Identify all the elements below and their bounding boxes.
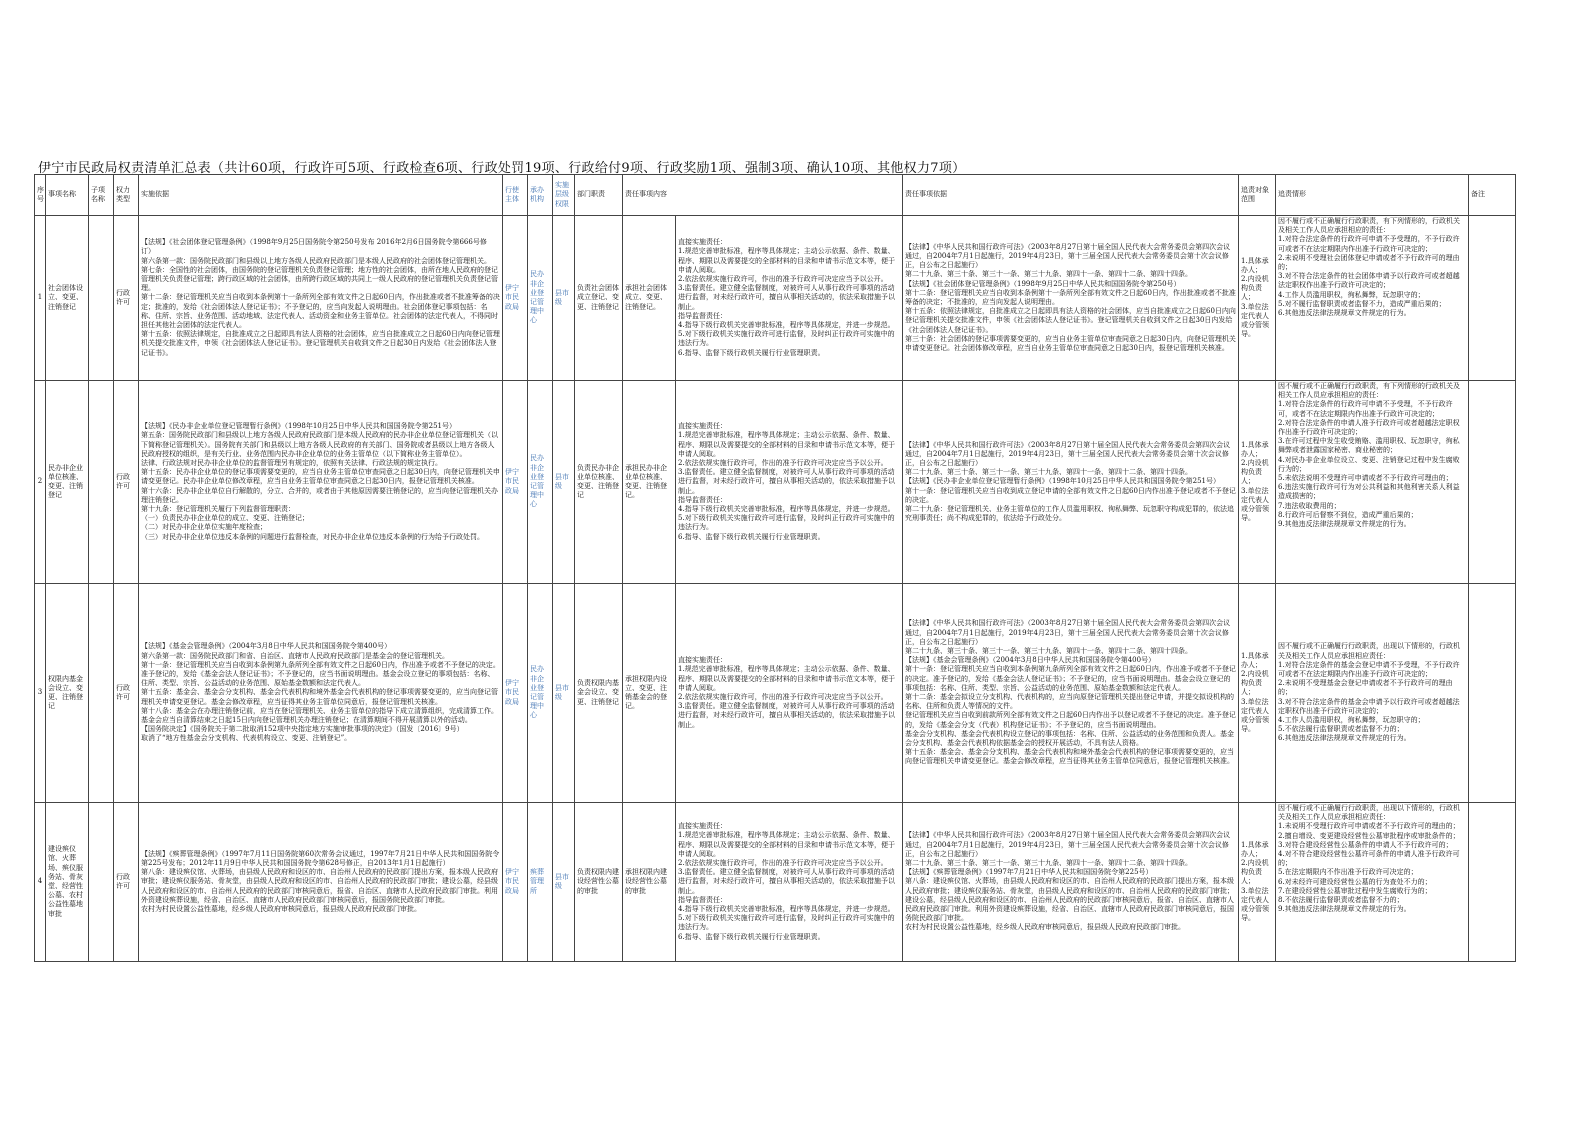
row-no: 3 [35, 584, 46, 803]
table-row [35, 803, 1516, 962]
row-sub [89, 381, 114, 584]
row-basis: 【法规】《基金会管理条例》（2004年3月8日中华人民共和国国务院令第400号） 第六条第一款：国务院民政部门和省、自治区、直辖市人民政府民政部门是基金会的登记管理机关。 第十一条：登记管理机关应当自收到本条例第九条所列全部有效文件之日起60日内，作出准予或者不予登记的决定。准予登记的，发给《基金会法人登记证书》；不予登记的，应当书面说明理由。基金会设立登记的事项包括：名称、住所、类型、宗旨、公益活动的业务范围、原始基金数额和法定代表人。 第十五条：基金会、基金会分支机构、基金会代表机构和境外基金会代表机构的登记事项需要变更的，应当向登记管理机关申请变更登记。基金会修改章程，应当征得其业务主管单位同意后，报登记管理机关核准。 第十八条：基金会在办理注销登记前，应当在登记管理机关、业务主管单位的指导下成立清算组织，完成清算工作。 基金会应当自清算结束之日起15日内向登记管理机关办理注销登记；在清算期间不得开展清算以外的活动。 【国务院决定】《国务院关于第二批取消152项中央指定地方实施审批事项的决定》（国发〔2016〕9号） 取消了“地方性基金会分支机构、代表机构设立、变更、注销登记”。 [139, 584, 503, 803]
row-content-short: 承担权限内建设经营性公墓的审批 [623, 803, 676, 962]
row-situation: 因不履行或不正确履行行政职责，出现以下情形的，行政机关及相关工作人员应承担相应责任： 1.对符合法定条件的基金会登记申请不予受理，不予行政许可或者不在法定期限内作出准予行政许可决定的； 2.未说明不受理基金会登记申请或者不予行政许可的理由的； 3.对不符合法定条件的基金会申请予以行政许可或者超越法定职权作出准予行政许可决定的； 4.工作人员滥用职权，徇私舞弊，玩忽职守的； 5.不依法履行监督职责或者监督不力的； 6.其他违反法律法规规章文件规定的行为。 [1276, 584, 1469, 803]
header-agency: 承办机构 [528, 175, 553, 216]
row-duty: 负责权限内建设经营性公墓的审批 [575, 803, 623, 962]
row-content: 直接实施责任： 1.规范完善审批标准，程序等具体规定；主动公示依据、条件、数量、程序、期限以及需要提交的全部材料的目录和申请书示范文本等，便于申请人阅取。 2.依法依规实施行政许可，作出的准予行政许可决定应当予以公开。 3.监督责任。建立健全监督制度，对被许可人从事行政许可事项的活动进行监督，对未经行政许可，擅自从事相关活动的，依法采取措施予以制止。 指导监督责任： 4.指导下级行政机关完善审批标准，程序等具体规定，并进一步规范。 5.对下级行政机关实施行政许可进行监督，及时纠正行政许可实施中的违法行为。 6.指导、监督下级行政机关履行行业管理职责。 [676, 803, 903, 962]
row-no: 1 [35, 216, 46, 381]
header-content: 责任事项内容 [623, 175, 903, 216]
table-header-row [35, 175, 1516, 216]
row-no: 4 [35, 803, 46, 962]
row-target: 1.具体承办人； 2.内设机构负责人； 3.单位法定代表人或分管领导。 [1239, 584, 1276, 803]
row-target: 1.具体承办人； 2.内设机构负责人； 3.单位法定代表人或分管领导。 [1239, 216, 1276, 381]
row-sub [89, 803, 114, 962]
row-resp-basis: 【法律】《中华人民共和国行政许可法》（2003年8月27日第十届全国人民代表大会常务委员会第四次会议通过，自2004年7月1日起施行，2019年4月23日，第十三届全国人民代表大会常务委员会第十次会议修正，自公布之日起施行） 第二十九条、第三十条、第三十一条、第三十九条、第四十一条、第四十二条、第四十四条。 【法规】《社会团体登记管理条例》（1998年9月25日中华人民共和国国务院令第250号） 第十二条：登记管理机关应当自收到本条例第十一条所列全部有效文件之日起60日内，作出批准或者不批准筹备的决定；不批准的，应当向发起人说明理由。 第十五条：依照法律规定，自批准成立之日起即具有法人资格的社会团体，应当自批准成立之日起60日内向登记管理机关提交批准文件，申领《社会团体法人登记证书》。登记管理机关自收到文件之日起30日内发给《社会团体法人登记证书》。 第三十条：社会团体的登记事项需要变更的，应当自业务主管单位审查同意之日起30日内，向登记管理机关申请变更登记。社会团体修改章程，应当自业务主管单位审查同意之日起30日内，报登记管理机关核准。 [903, 216, 1239, 381]
row-subject: 伊宁市民政局 [503, 803, 528, 962]
row-situation: 因不履行或不正确履行行政职责，有下列情形的，行政机关及相关工作人员应承担相应的责任： 1.对符合法定条件的行政许可申请不予受理的，不予行政许可或者不在法定期限内作出准予行政许可决定的； 2.未说明不受理社会团体登记申请或者不予行政许可的理由的； 3.对不符合法定条件的社会团体申请予以行政许可或者超越法定职权作出准予行政许可决定的； 4.工作人员滥用职权，徇私舞弊，玩忽职守的； 5.对不履行监督职责或者监督不力，造成严重后果的； 6.其他违反法律法规规章文件规定的行为。 [1276, 216, 1469, 381]
header-sub: 子项名称 [89, 175, 114, 216]
row-duty: 负责民办非企业单位核准、变更、注销登记 [575, 381, 623, 584]
row-target: 1.具体承办人； 2.内设机构负责人； 3.单位法定代表人或分管领导。 [1239, 803, 1276, 962]
row-name: 权限内基金会设立、变更、注销登记 [46, 584, 89, 803]
row-basis: 【法规】《民办非企业单位登记管理暂行条例》（1998年10月25日中华人民共和国国务院令第251号） 第五条：国务院民政部门和县级以上地方各级人民政府民政部门是本级人民政府的民办非企业单位登记管理机关（以下简称登记管理机关）。国务院有关部门和县级以上地方各级人民政府的有关部门、国务院或者县级以上地方各级人民政府授权的组织，是有关行业、业务范围内民办非企业单位的业务主管单位（以下简称业务主管单位）。 法律、行政法规对民办非企业单位的监督管理另有规定的，依照有关法律、行政法规的规定执行。 第十五条：民办非企业单位的登记事项需要变更的，应当自业务主管单位审查同意之日起30日内，向登记管理机关申请变更登记。民办非企业单位修改章程，应当自业务主管单位审查同意之日起30日内，报登记管理机关核准。 第十六条：民办非企业单位自行解散的，分立、合并的，或者由于其他原因需要注销登记的，应当向登记管理机关办理注销登记。 第十九条：登记管理机关履行下列监督管理职责： （一）负责民办非企业单位的成立、变更、注销登记； （二）对民办非企业单位实施年度检查； （三）对民办非企业单位违反本条例的问题进行监督检查，对民办非企业单位违反本条例的行为给予行政处罚。 [139, 381, 503, 584]
row-name: 民办非企业单位核准、变更、注销登记 [46, 381, 89, 584]
header-resp-basis: 责任事项依据 [903, 175, 1239, 216]
row-agency: 殡葬管理所 [528, 803, 553, 962]
row-duty: 负责权限内基金会设立、变更、注销登记 [575, 584, 623, 803]
row-situation: 因不履行或不正确履行行政职责，出现以下情形的，行政机关及相关工作人员应承担相应责任： 1.未说明不受理行政许可申请或者不予行政许可的理由的； 2.擅自增设、变更建设经营性公墓审批程序或审批条件的； 3.对符合建设经营性公墓条件的申请人不予行政许可的； 4.对不符合建设经营性公墓许可条件的申请人准予行政许可的； 5.在法定期限内不作出准予行政许可决定的； 6.对未经许可建设经营性公墓的行为查处不力的； 7.在建设经营性公墓审批过程中发生腐败行为的； 8.不依法履行监督职责或者监督不力的； 9.其他违反法律法规规章文件规定的行为。 [1276, 803, 1469, 962]
row-content-short: 承担权限内设立、变更、注销基金会的登记。 [623, 584, 676, 803]
row-sub [89, 216, 114, 381]
table-row [35, 584, 1516, 803]
header-subject: 行使主体 [503, 175, 528, 216]
header-situation: 追责情形 [1276, 175, 1469, 216]
header-duty: 部门职责 [575, 175, 623, 216]
row-level: 县市级 [553, 216, 575, 381]
row-type: 行政许可 [114, 216, 139, 381]
row-resp-basis: 【法律】《中华人民共和国行政许可法》（2003年8月27日第十届全国人民代表大会常务委员会第四次会议通过，自2004年7月1日起施行，2019年4月23日，第十三届全国人民代表大会常务委员会第十次会议修正，自公布之日起施行） 第二十九条、第三十条、第三十一条、第三十九条、第四十一条、第四十二条、第四十四条。 【法规】《殡葬管理条例》（1997年7月21日中华人民共和国国务院令第225号） 第八条：建设殡仪馆、火葬场，由县级人民政府和设区的市、自治州人民政府的民政部门提出方案，报本级人民政府审批；建设殡仪服务站、骨灰堂，由县级人民政府和设区的市、自治州人民政府的民政部门审批；建设公墓，经县级人民政府和设区的市、自治州人民政府的民政部门审核同意后，报省、自治区、直辖市人民政府民政部门审批。利用外资建设殡葬设施，经省、自治区、直辖市人民政府民政部门审核同意后，报国务院民政部门审批。 农村为村民设置公益性墓地，经乡级人民政府审核同意后，报县级人民政府民政部门审批。 [903, 803, 1239, 962]
row-content: 直接实施责任： 1.规范完善审批标准，程序等具体规定；主动公示依据、条件、数量、程序、期限以及需要提交的全部材料的目录和申请书示范文本等，便于申请人阅取。 2.依法依规实施行政许可，作出的准予行政许可决定应当予以公开。 3.监督责任。建立健全监督制度，对被许可人从事行政许可事项的活动进行监督，对未经行政许可，擅自从事相关活动的，依法采取措施予以制止。 指导监督责任： 4.指导下级行政机关完善审批标准，程序等具体规定，并进一步规范。 5.对下级行政机关实施行政许可进行监督，及时纠正行政许可实施中的违法行为。 6.指导、监督下级行政机关履行行业管理职责。 [676, 381, 903, 584]
row-duty: 负责社会团体成立登记、变更、注销登记 [575, 216, 623, 381]
row-level: 县市级 [553, 584, 575, 803]
row-subject: 伊宁市民政局 [503, 584, 528, 803]
page-title: 伊宁市民政局权责清单汇总表（共计60项，行政许可5项、行政检查6项、行政处罚19项、行政给付9项、行政奖励1项、强制3项、确认10项、其他权力7项） [38, 161, 966, 176]
row-level: 县市级 [553, 381, 575, 584]
row-agency: 民办非企业登记管理中心 [528, 584, 553, 803]
row-sub [89, 584, 114, 803]
row-name: 建设殡仪馆、火葬场、殡仪服务站、骨灰堂、经营性公墓、农村公益性墓地审批 [46, 803, 89, 962]
row-type: 行政许可 [114, 584, 139, 803]
row-type: 行政许可 [114, 803, 139, 962]
header-basis: 实施依据 [139, 175, 503, 216]
header-name: 事项名称 [46, 175, 89, 216]
header-type: 权力类型 [114, 175, 139, 216]
row-content-short: 承担社会团体成立、变更、注销登记。 [623, 216, 676, 381]
row-target: 1.具体承办人； 2.内设机构负责人； 3.单位法定代表人或分管领导。 [1239, 381, 1276, 584]
row-content-short: 承担民办非企业单位核准、变更、注销登记。 [623, 381, 676, 584]
row-remark [1469, 216, 1516, 381]
row-basis: 【法规】《社会团体登记管理条例》（1998年9月25日国务院令第250号发布 2016年2月6日国务院令第666号修订） 第六条第一款：国务院民政部门和县级以上地方各级人民政府民政部门是本级人民政府的社会团体登记管理机关。 第七条：全国性的社会团体，由国务院的登记管理机关负责登记管理；地方性的社会团体，由所在地人民政府的登记管理机关负责登记管理；跨行政区域的社会团体，由所跨行政区域的共同上一级人民政府的登记管理机关负责登记管理。 第十二条：登记管理机关应当自收到本条例第十一条所列全部有效文件之日起60日内，作出批准或者不批准筹备的决定；批准的，发给《社会团体法人登记证书》；不予登记的，应当向发起人说明理由。社会团体登记事项包括：名称、住所、宗旨、业务范围、活动地域、法定代表人、活动资金和业务主管单位。社会团体的法定代表人，不得同时担任其他社会团体的法定代表人。 第十五条：依照法律规定，自批准成立之日起即具有法人资格的社会团体，应当自批准成立之日起60日内向登记管理机关提交批准文件，申领《社会团体法人登记证书》。登记管理机关自收到文件之日起30日内发给《社会团体法人登记证书》。 [139, 216, 503, 381]
header-no: 序号 [35, 175, 46, 216]
row-subject: 伊宁市民政局 [503, 381, 528, 584]
row-remark [1469, 584, 1516, 803]
row-resp-basis: 【法律】《中华人民共和国行政许可法》（2003年8月27日第十届全国人民代表大会常务委员会第四次会议通过，自2004年7月1日起施行，2019年4月23日，第十三届全国人民代表大会常务委员会第十次会议修正，自公布之日起施行） 第二十九条、第三十条、第三十一条、第三十九条、第四十一条、第四十二条、第四十四条。 【法规】《民办非企业单位登记管理暂行条例》（1998年10月25日中华人民共和国国务院令第251号） 第十一条：登记管理机关应当自收到成立登记申请的全部有效文件之日起60日内作出准予登记或者不予登记的决定。 第二十九条：登记管理机关、业务主管单位的工作人员滥用职权、徇私舞弊、玩忽职守构成犯罪的，依法追究刑事责任；尚不构成犯罪的，依法给予行政处分。 [903, 381, 1239, 584]
row-agency: 民办非企业登记管理中心 [528, 216, 553, 381]
row-no: 2 [35, 381, 46, 584]
row-situation: 因不履行或不正确履行行政职责，有下列情形的行政机关及相关工作人员应承担相应的责任： 1.对符合法定条件的行政许可申请不予受理，不予行政许可，或者不在法定期限内作出准予行政许可决定的； 2.对符合法定条件的申请人准予行政许可或者超越法定职权作出准予行政许可决定的； 3.在许可过程中发生收受贿赂、滥用职权、玩忽职守，徇私舞弊或者泄露国家秘密、商业秘密的； 4.对民办非企业单位设立、变更、注销登记过程中发生腐败行为的； 5.未依法说明不受理许可申请或者不予行政许可理由的； 6.违法实施行政许可行为对公共利益和其他利害关系人利益造成损害的； 7.违法收取费用的； 8.行政许可后督察不到位，造成严重后果的； 9.其他违反法律法规规章文件规定的行为。 [1276, 381, 1469, 584]
row-resp-basis: 【法律】《中华人民共和国行政许可法》（2003年8月27日第十届全国人民代表大会常务委员会第四次会议通过，自2004年7月1日起施行，2019年4月23日，第十三届全国人民代表大会常务委员会第十次会议修正，自公布之日起施行） 第二十九条、第三十条、第三十一条、第三十九条、第四十一条、第四十二条、第四十四条。 【法规】《基金会管理条例》（2004年3月8日中华人民共和国国务院令第400号） 第十一条：登记管理机关应当自收到本条例第九条所列全部有效文件之日起60日内，作出准予或者不予登记的决定。准予登记的，发给《基金会法人登记证书》；不予登记的，应当书面说明理由。基金会设立登记的事项包括：名称、住所、类型、宗旨、公益活动的业务范围、原始基金数额和法定代表人。 第十二条：基金会拟设立分支机构、代表机构的，应当向原登记管理机关提出登记申请，并提交拟设机构的名称、住所和负责人等情况的文件。 登记管理机关应当自收到前款所列全部有效文件之日起60日内作出予以登记或者不予登记的决定。准予登记的，发给《基金会分支（代表）机构登记证书》；不予登记的，应当书面说明理由。 基金会分支机构、基金会代表机构设立登记的事项包括：名称、住所、公益活动的业务范围和负责人。基金会分支机构、基金会代表机构依据基金会的授权开展活动，不具有法人资格。 第十五条：基金会、基金会分支机构、基金会代表机构和境外基金会代表机构的登记事项需要变更的，应当向登记管理机关申请变更登记。基金会修改章程，应当征得其业务主管单位同意后，报登记管理机关核准。 [903, 584, 1239, 803]
row-name: 社会团体设立、变更、注销登记 [46, 216, 89, 381]
power-list-table [34, 174, 1516, 962]
row-remark [1469, 803, 1516, 962]
row-level: 县市级 [553, 803, 575, 962]
row-content: 直接实施责任： 1.规范完善审批标准，程序等具体规定；主动公示依据、条件、数量、程序、期限以及需要提交的全部材料的目录和申请书示范文本等，便于申请人阅取。 2.依法依规实施行政许可，作出的准予行政许可决定应当予以公开。 3.监督责任。建立健全监督制度，对被许可人从事行政许可事项的活动进行监督，对未经行政许可，擅自从事相关活动的，依法采取措施予以制止。 [676, 584, 903, 803]
table-row [35, 381, 1516, 584]
row-type: 行政许可 [114, 381, 139, 584]
header-level: 实施层级权限 [553, 175, 575, 216]
row-subject: 伊宁市民政局 [503, 216, 528, 381]
row-remark [1469, 381, 1516, 584]
header-target: 追责对象范围 [1239, 175, 1276, 216]
header-remark: 备注 [1469, 175, 1516, 216]
table-row [35, 216, 1516, 381]
row-agency: 民办非企业登记管理中心 [528, 381, 553, 584]
row-basis: 【法规】《殡葬管理条例》（1997年7月11日国务院第60次常务会议通过，1997年7月21日中华人民共和国国务院令第225号发布；2012年11月9日中华人民共和国国务院令第628号修正，自2013年1月1日起施行） 第八条：建设殡仪馆、火葬场，由县级人民政府和设区的市、自治州人民政府的民政部门提出方案，报本级人民政府审批；建设殡仪服务站、骨灰堂，由县级人民政府和设区的市、自治州人民政府的民政部门审批；建设公墓，经县级人民政府和设区的市、自治州人民政府的民政部门审核同意后，报省、自治区、直辖市人民政府民政部门审批。利用外资建设殡葬设施，经省、自治区、直辖市人民政府民政部门审核同意后，报国务院民政部门审批。 农村为村民设置公益性墓地，经乡级人民政府审核同意后，报县级人民政府民政部门审批。 [139, 803, 503, 962]
row-content: 直接实施责任： 1.规范完善审批标准，程序等具体规定；主动公示依据、条件、数量、程序、期限以及需要提交的全部材料的目录和申请书示范文本等，便于申请人阅取。 2.依法依规实施行政许可，作出的准予行政许可决定应当予以公开。 3.监督责任。建立健全监督制度，对被许可人从事行政许可事项的活动进行监督，对未经行政许可，擅自从事相关活动的，依法采取措施予以制止。 指导监督责任： 4.指导下级行政机关完善审批标准，程序等具体规定，并进一步规范。 5.对下级行政机关实施行政许可进行监督，及时纠正行政许可实施中的违法行为。 6.指导、监督下级行政机关履行行业管理职责。 [676, 216, 903, 381]
